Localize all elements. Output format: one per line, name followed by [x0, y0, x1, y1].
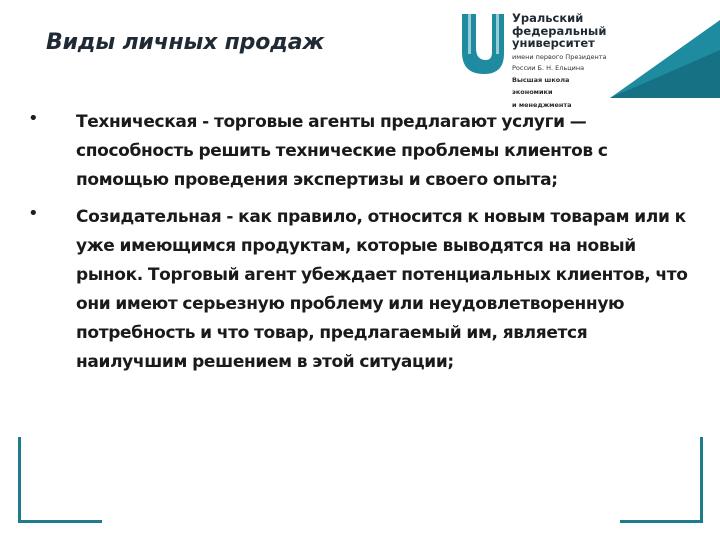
logo-school-line2: экономики — [512, 88, 553, 96]
logo-name-line3: университет — [512, 36, 595, 50]
logo-name-line2: федеральный — [512, 23, 607, 38]
bullet-text-creative: Созидательная - как правило, относится к новым товарам или к уже имеющимся продуктам, которые выводятся на новый рынок. Торговый агент убеждает потенциальных клиентов, что они имеют серьезную проблему или неудовлетворенную потребность и что товар, предлагаемый им, является наилучшим решением в этой ситуации; — [76, 207, 688, 372]
slide-title: Виды личных продаж — [46, 30, 325, 55]
bullet-glyph: • — [28, 203, 39, 224]
university-logo — [462, 11, 720, 109]
logo-sub-line2: России Б. Н. Ельцина — [512, 63, 585, 72]
corner-bracket-left-horizontal — [18, 520, 102, 523]
bullet-glyph: • — [28, 108, 39, 129]
logo-school-line3: и менеджмента — [512, 100, 572, 109]
list-item — [28, 108, 698, 195]
logo-banner-shape — [610, 20, 720, 98]
bullet-list — [28, 108, 698, 385]
corner-bracket-right-vertical — [700, 437, 703, 523]
corner-bracket-right-horizontal — [620, 520, 703, 523]
list-item — [28, 203, 698, 377]
logo-name-line1: Уральский — [512, 11, 584, 25]
urfu-u-logo-icon — [462, 14, 504, 78]
corner-bracket-left-vertical — [18, 437, 21, 523]
logo-sub-line1: имени первого Президента — [512, 52, 607, 61]
logo-school-line1: Высшая школа — [512, 75, 570, 84]
bullet-text-technical: Техническая - торговые агенты предлагают услуги — способность решить технические проблемы клиентов с помощью проведения экспертизы и своего опыта; — [76, 112, 608, 190]
